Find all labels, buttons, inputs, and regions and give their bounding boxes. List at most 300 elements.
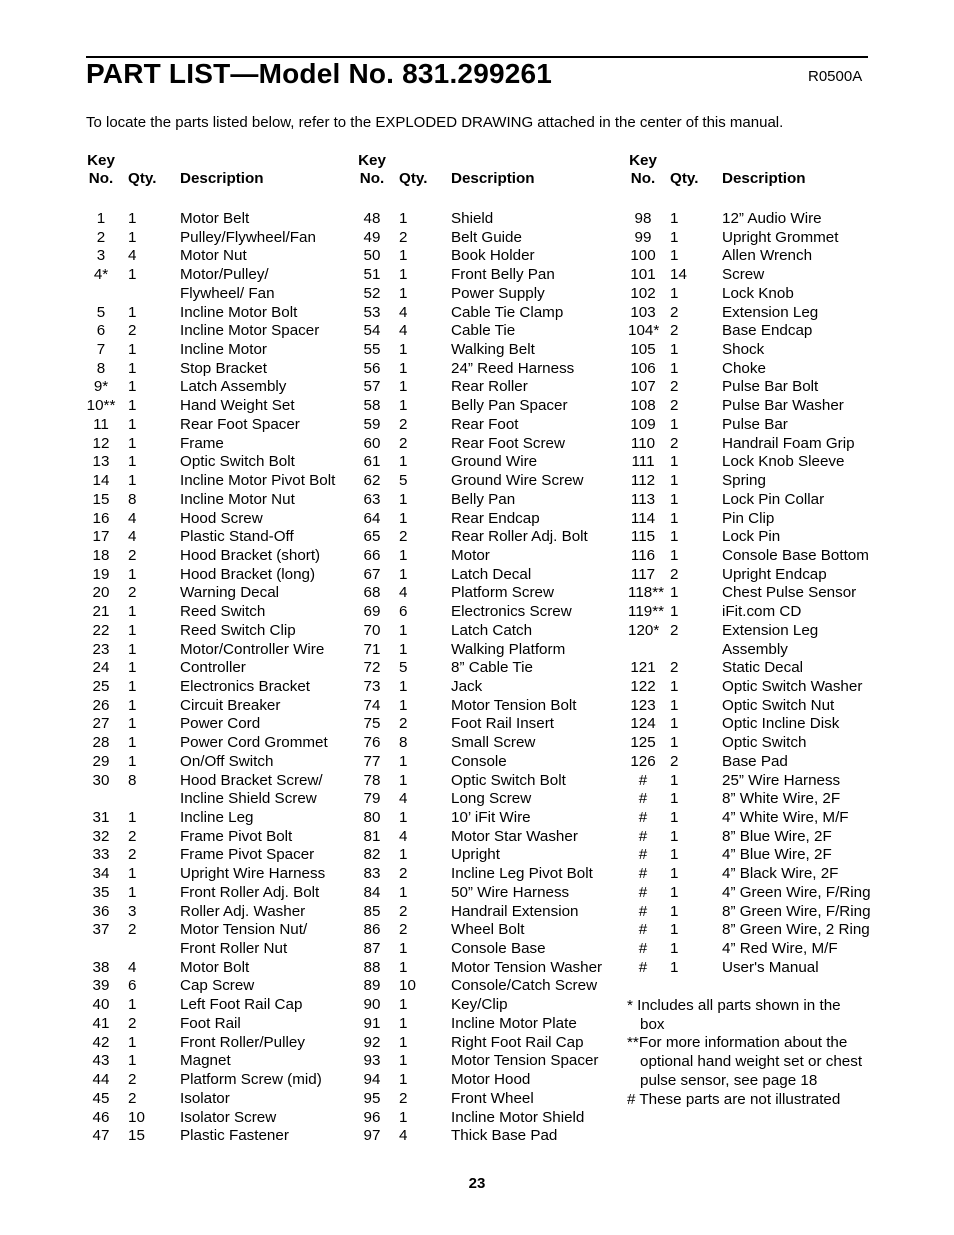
part-description: Lock Knob <box>722 284 794 302</box>
part-row <box>628 865 898 884</box>
part-row <box>86 547 356 566</box>
part-quantity: 15 <box>128 1127 145 1145</box>
part-row <box>357 285 627 304</box>
part-key-number: 98 <box>634 210 652 227</box>
part-row <box>86 772 356 791</box>
part-row <box>86 435 356 454</box>
part-description: Stop Bracket <box>180 359 267 377</box>
part-description: Incline Motor Plate <box>451 1014 577 1032</box>
part-quantity: 1 <box>128 883 137 901</box>
part-description: Reed Switch Clip <box>180 621 296 639</box>
part-description: Shield <box>451 210 494 227</box>
part-key-number: 112 <box>630 472 656 490</box>
part-description: Jack <box>451 677 483 695</box>
part-row <box>86 266 356 285</box>
description-header: Description <box>451 170 535 187</box>
part-description: Long Screw <box>451 790 532 808</box>
part-key-number: 18 <box>92 546 110 564</box>
part-key-number: 53 <box>363 303 381 321</box>
part-description: Book Holder <box>451 247 535 265</box>
part-description: Belt Guide <box>451 228 522 246</box>
part-description: Cable Tie <box>451 322 516 340</box>
part-description: 8” Green Wire, 2 Ring <box>722 921 870 939</box>
part-key-number: 9* <box>93 378 109 396</box>
part-description: Latch Catch <box>451 621 533 639</box>
part-quantity: 1 <box>399 640 408 658</box>
part-description: Power Cord <box>180 715 261 733</box>
part-quantity: 2 <box>128 584 137 602</box>
part-key-number: 22 <box>92 621 110 639</box>
part-quantity: 1 <box>399 621 408 639</box>
part-row <box>86 678 356 697</box>
part-description: Cap Screw <box>180 977 255 995</box>
part-key-number: 115 <box>630 528 656 546</box>
part-row <box>357 1127 627 1146</box>
part-description: On/Off Switch <box>180 752 274 770</box>
part-description: Isolator <box>180 1089 230 1107</box>
part-quantity: 1 <box>128 1033 137 1051</box>
part-key-number: 106 <box>630 359 656 377</box>
part-quantity: 1 <box>128 621 137 639</box>
part-quantity: 1 <box>128 659 137 677</box>
part-description: Controller <box>180 659 246 677</box>
part-row <box>357 360 627 379</box>
part-key-number: 95 <box>363 1089 381 1107</box>
part-row <box>628 884 898 903</box>
part-quantity: 4 <box>399 1127 408 1145</box>
part-quantity: 1 <box>670 921 679 939</box>
part-key-number: 72 <box>363 659 381 677</box>
part-key-number: 77 <box>363 752 381 770</box>
part-description: Walking Belt <box>451 341 535 359</box>
part-row <box>86 528 356 547</box>
part-description: 8” White Wire, 2F <box>722 790 841 808</box>
part-quantity: 1 <box>670 528 679 546</box>
part-quantity: 1 <box>399 940 408 958</box>
intro-text: To locate the parts listed below, refer to the EXPLODED DRAWING attached in the center of this manual. <box>86 114 784 131</box>
part-key-number: 122 <box>630 677 656 695</box>
part-quantity: 1 <box>128 453 137 471</box>
part-quantity: 1 <box>670 715 679 733</box>
part-key-number: 117 <box>630 565 656 583</box>
part-quantity: 1 <box>670 958 679 976</box>
part-description: 24” Reed Harness <box>451 359 575 377</box>
part-key-number: 57 <box>363 378 381 396</box>
part-row <box>86 641 356 660</box>
part-description: Front Wheel <box>451 1089 534 1107</box>
part-quantity: 1 <box>399 1052 408 1070</box>
part-key-number: 39 <box>92 977 110 995</box>
part-quantity: 1 <box>670 210 679 227</box>
part-quantity: 2 <box>670 565 679 583</box>
part-quantity: 2 <box>128 1089 137 1107</box>
part-row <box>86 1071 356 1090</box>
part-key-number: 59 <box>363 415 381 433</box>
part-row <box>357 977 627 996</box>
part-description: Belly Pan Spacer <box>451 397 568 415</box>
part-description: Front Belly Pan <box>451 266 555 284</box>
part-row <box>86 884 356 903</box>
part-description: Incline Motor <box>180 341 267 359</box>
part-row <box>628 266 898 285</box>
part-row <box>357 809 627 828</box>
part-row <box>628 210 898 229</box>
key-header-line1: Key <box>87 152 115 169</box>
part-row <box>357 304 627 323</box>
part-key-number: 28 <box>92 734 110 752</box>
part-description: Platform Screw (mid) <box>180 1071 322 1089</box>
part-row <box>86 659 356 678</box>
part-quantity: 1 <box>128 565 137 583</box>
part-description: Electronics Bracket <box>180 677 310 695</box>
part-description: Choke <box>722 359 766 377</box>
part-row <box>357 790 627 809</box>
part-quantity: 4 <box>128 958 137 976</box>
part-quantity: 2 <box>670 752 679 770</box>
part-quantity: 14 <box>670 266 687 284</box>
part-row <box>86 378 356 397</box>
part-key-number: # <box>638 958 648 976</box>
column-header <box>357 152 627 200</box>
part-key-number: 10** <box>86 397 116 415</box>
part-key-number: # <box>638 940 648 958</box>
part-description: Ground Wire <box>451 453 538 471</box>
part-description: Motor Star Washer <box>451 827 578 845</box>
part-quantity: 1 <box>128 1052 137 1070</box>
part-description: Isolator Screw <box>180 1108 277 1126</box>
part-description: 4” Blue Wire, 2F <box>722 846 832 864</box>
part-quantity: 1 <box>670 603 679 621</box>
part-description: Flywheel/ Fan <box>180 284 275 302</box>
page-title: PART LIST—Model No. 831.299261 <box>86 58 553 89</box>
part-quantity: 3 <box>128 902 137 920</box>
part-key-number: 102 <box>630 284 656 302</box>
part-description: Handrail Foam Grip <box>722 434 855 452</box>
part-quantity: 1 <box>128 303 137 321</box>
part-row <box>628 566 898 585</box>
part-key-number: 84 <box>363 883 381 901</box>
part-row <box>628 322 898 341</box>
part-quantity: 1 <box>399 359 408 377</box>
part-row <box>628 959 898 978</box>
part-quantity: 1 <box>128 359 137 377</box>
part-quantity: 1 <box>128 752 137 770</box>
part-row <box>628 453 898 472</box>
part-quantity: 1 <box>399 1014 408 1032</box>
part-row <box>357 772 627 791</box>
part-quantity: 1 <box>399 883 408 901</box>
part-description: Power Cord Grommet <box>180 734 328 752</box>
qty-header: Qty. <box>128 170 157 187</box>
part-key-number: 76 <box>363 734 381 752</box>
part-quantity: 1 <box>399 1033 408 1051</box>
part-key-number: 67 <box>363 565 381 583</box>
part-key-number: 50 <box>363 247 381 265</box>
part-key-number: 88 <box>363 958 381 976</box>
part-description: Motor <box>451 546 490 564</box>
part-quantity: 1 <box>128 228 137 246</box>
part-row <box>628 734 898 753</box>
part-quantity: 1 <box>670 865 679 883</box>
part-row <box>357 566 627 585</box>
part-description: Power Supply <box>451 284 545 302</box>
part-description: Motor Hood <box>451 1071 531 1089</box>
part-description: Rear Foot <box>451 415 519 433</box>
part-row <box>86 584 356 603</box>
part-description: Reed Switch <box>180 603 266 621</box>
part-row <box>357 1090 627 1109</box>
part-key-number: 119** <box>628 603 665 621</box>
part-row <box>86 416 356 435</box>
part-description: Incline Leg <box>180 809 254 826</box>
part-row <box>357 435 627 454</box>
part-description: Hand Weight Set <box>180 397 295 415</box>
part-description: Motor Nut <box>180 247 247 265</box>
part-key-number: 66 <box>363 546 381 564</box>
part-description: Incline Motor Spacer <box>180 322 320 340</box>
part-key-number: 38 <box>92 958 110 976</box>
part-key-number: 96 <box>363 1108 381 1126</box>
part-quantity: 1 <box>128 603 137 621</box>
part-description: Shock <box>722 341 765 359</box>
part-quantity: 1 <box>128 715 137 733</box>
part-row <box>357 903 627 922</box>
part-description: Foot Rail <box>180 1014 241 1032</box>
part-quantity: 4 <box>399 322 408 340</box>
part-row <box>86 1015 356 1034</box>
part-row <box>86 865 356 884</box>
part-key-number: 14 <box>92 472 110 490</box>
part-row <box>357 678 627 697</box>
part-quantity: 1 <box>399 453 408 471</box>
part-key-number: 43 <box>92 1052 110 1070</box>
part-quantity: 2 <box>128 921 137 939</box>
part-key-number: 126 <box>630 752 656 770</box>
part-description: Latch Assembly <box>180 378 287 396</box>
part-row <box>357 996 627 1015</box>
part-quantity: 1 <box>670 415 679 433</box>
part-row <box>628 921 898 940</box>
part-row <box>86 903 356 922</box>
part-quantity: 1 <box>399 677 408 695</box>
part-key-number: 46 <box>92 1108 110 1126</box>
part-description: Console Base Bottom <box>722 546 869 564</box>
part-row <box>357 734 627 753</box>
part-quantity: 1 <box>128 397 137 415</box>
part-row <box>86 753 356 772</box>
part-row <box>357 921 627 940</box>
part-row <box>86 341 356 360</box>
part-row <box>628 416 898 435</box>
part-key-number: 1 <box>96 210 106 227</box>
part-description: Handrail Extension <box>451 902 579 920</box>
part-key-number: 92 <box>363 1033 381 1051</box>
part-row <box>86 210 356 229</box>
part-quantity: 2 <box>670 322 679 340</box>
part-quantity: 2 <box>670 378 679 396</box>
footnote-line: pulse sensor, see page 18 <box>640 1071 818 1089</box>
part-description: Roller Adj. Washer <box>180 902 306 920</box>
part-row <box>86 828 356 847</box>
part-key-number: 52 <box>363 284 381 302</box>
part-row <box>357 697 627 716</box>
part-quantity: 2 <box>399 715 408 733</box>
part-description: Pulse Bar Washer <box>722 397 844 415</box>
column-header <box>86 152 356 200</box>
part-key-number: 44 <box>92 1071 110 1089</box>
part-key-number: 23 <box>92 640 110 658</box>
part-key-number: 73 <box>363 677 381 695</box>
part-key-number: 65 <box>363 528 381 546</box>
part-quantity: 1 <box>399 546 408 564</box>
part-row <box>628 772 898 791</box>
part-description: Motor Tension Washer <box>451 958 603 976</box>
part-key-number: 5 <box>96 303 106 321</box>
part-row <box>86 397 356 416</box>
part-key-number: # <box>638 809 648 826</box>
part-row <box>357 1071 627 1090</box>
part-row <box>357 884 627 903</box>
part-row <box>628 435 898 454</box>
part-row <box>628 285 898 304</box>
part-row <box>86 697 356 716</box>
part-quantity: 1 <box>670 546 679 564</box>
part-key-number: 54 <box>363 322 381 340</box>
part-description: Incline Motor Pivot Bolt <box>180 472 336 490</box>
part-key-number: 19 <box>92 565 110 583</box>
part-quantity: 2 <box>399 921 408 939</box>
part-description: Motor Belt <box>180 210 250 227</box>
part-row <box>628 753 898 772</box>
part-row <box>357 1052 627 1071</box>
part-description: Pin Clip <box>722 509 775 527</box>
part-quantity: 1 <box>128 734 137 752</box>
part-description: Frame <box>180 434 224 452</box>
part-description: Hood Bracket Screw/ <box>180 771 323 789</box>
part-description: Extension Leg <box>722 303 819 321</box>
part-quantity: 1 <box>399 809 408 826</box>
part-quantity: 2 <box>399 1089 408 1107</box>
part-quantity: 2 <box>670 659 679 677</box>
part-description: Base Pad <box>722 752 788 770</box>
part-key-number: 86 <box>363 921 381 939</box>
parts-rows <box>86 210 356 1146</box>
part-row <box>357 959 627 978</box>
part-description: 4” Red Wire, M/F <box>722 940 838 958</box>
part-description: Rear Endcap <box>451 509 540 527</box>
part-description: Screw <box>722 266 765 284</box>
part-row <box>86 715 356 734</box>
part-row <box>86 491 356 510</box>
part-quantity: 1 <box>399 378 408 396</box>
part-key-number: 29 <box>92 752 110 770</box>
part-key-number: 62 <box>363 472 381 490</box>
part-row <box>86 959 356 978</box>
part-description: Foot Rail Insert <box>451 715 554 733</box>
part-key-number: 93 <box>363 1052 381 1070</box>
part-key-number: 91 <box>363 1014 381 1032</box>
part-description: Static Decal <box>722 659 804 677</box>
part-description: Spring <box>722 472 766 490</box>
part-row <box>357 416 627 435</box>
part-row <box>357 1015 627 1034</box>
part-key-number: 40 <box>92 996 110 1014</box>
part-key-number: 103 <box>630 303 656 321</box>
part-key-number: 13 <box>92 453 110 471</box>
part-quantity: 2 <box>399 902 408 920</box>
part-key-number: 82 <box>363 846 381 864</box>
part-quantity: 1 <box>128 266 137 284</box>
part-key-number: # <box>638 790 648 808</box>
part-key-number: 109 <box>630 415 656 433</box>
part-key-number: 2 <box>96 228 106 246</box>
part-quantity: 2 <box>670 434 679 452</box>
part-quantity: 2 <box>128 1071 137 1089</box>
part-row <box>628 641 898 660</box>
part-row <box>628 940 898 959</box>
part-quantity: 1 <box>399 1108 408 1126</box>
part-key-number: 11 <box>93 415 109 433</box>
part-key-number: 60 <box>363 434 381 452</box>
part-row <box>357 322 627 341</box>
part-quantity: 1 <box>670 584 679 602</box>
part-quantity: 1 <box>128 210 137 227</box>
part-key-number: 24 <box>92 659 110 677</box>
part-key-number: 4* <box>93 266 109 284</box>
part-description: Magnet <box>180 1052 231 1070</box>
part-key-number: 55 <box>363 341 381 359</box>
part-description: Rear Foot Screw <box>451 434 565 452</box>
part-key-number: 12 <box>92 434 110 452</box>
part-description: Allen Wrench <box>722 247 813 265</box>
part-description: User's Manual <box>722 958 819 976</box>
part-description: Motor/Controller Wire <box>180 640 325 658</box>
part-quantity: 1 <box>399 996 408 1014</box>
key-header-line2: No. <box>630 170 656 187</box>
part-row <box>357 341 627 360</box>
part-key-number: 123 <box>630 696 656 714</box>
part-quantity: 6 <box>399 603 408 621</box>
part-quantity: 2 <box>670 621 679 639</box>
part-quantity: 2 <box>128 827 137 845</box>
part-row <box>86 790 356 809</box>
part-row <box>628 828 898 847</box>
part-row <box>628 547 898 566</box>
part-quantity: 4 <box>399 790 408 808</box>
parts-column-1 <box>86 152 356 1146</box>
part-row <box>628 790 898 809</box>
part-row <box>628 397 898 416</box>
part-quantity: 1 <box>399 771 408 789</box>
part-row <box>357 715 627 734</box>
footnote-line: box <box>640 1015 665 1033</box>
part-quantity: 1 <box>670 284 679 302</box>
part-key-number: 32 <box>92 827 110 845</box>
part-description: Lock Pin Collar <box>722 490 825 508</box>
part-key-number: 21 <box>92 603 110 621</box>
part-key-number: 108 <box>630 397 656 415</box>
part-row <box>357 753 627 772</box>
part-row <box>628 659 898 678</box>
part-description: 12” Audio Wire <box>722 210 822 227</box>
part-row <box>86 1052 356 1071</box>
part-row <box>357 528 627 547</box>
parts-column-2 <box>357 152 627 1146</box>
part-description: Optic Switch <box>722 734 807 752</box>
part-key-number: 45 <box>92 1089 110 1107</box>
part-quantity: 1 <box>670 228 679 246</box>
qty-header: Qty. <box>670 170 699 187</box>
